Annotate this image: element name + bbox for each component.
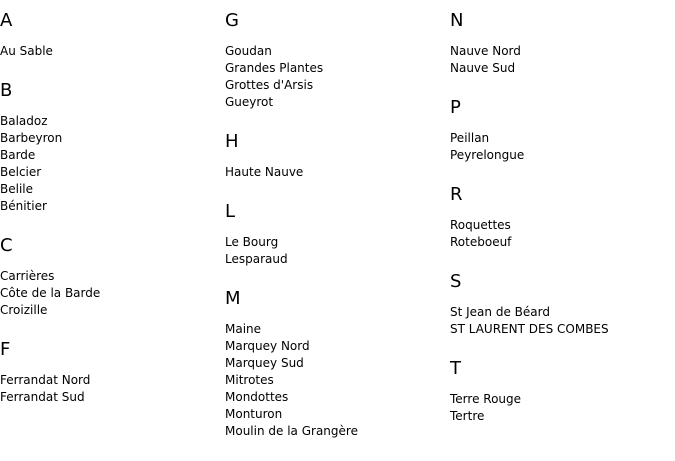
place-link[interactable]: Goudan: [225, 44, 272, 58]
place-link[interactable]: Baladoz: [0, 114, 48, 128]
letter-group: [450, 183, 670, 251]
index-column: [450, 9, 670, 444]
letter-heading: B: [0, 80, 13, 101]
place-list: [0, 268, 220, 319]
place-list: [0, 43, 220, 60]
place-link[interactable]: Marquey Sud: [225, 356, 304, 370]
letter-heading: G: [225, 10, 239, 31]
letter-heading: N: [450, 10, 464, 31]
place-link[interactable]: Mitrotes: [225, 373, 274, 387]
place-link[interactable]: Nauve Nord: [450, 44, 521, 58]
letter-group: [0, 234, 220, 319]
place-list: [225, 321, 445, 440]
letter-group: [225, 200, 445, 268]
letter-group: [225, 287, 445, 440]
place-link[interactable]: Barbeyron: [0, 131, 63, 145]
place-link[interactable]: Carrières: [0, 269, 55, 283]
place-link[interactable]: Croizille: [0, 303, 48, 317]
place-link[interactable]: Lesparaud: [225, 252, 288, 266]
letter-heading: T: [450, 358, 461, 379]
letter-heading: H: [225, 131, 239, 152]
letter-heading: P: [450, 97, 461, 118]
place-link[interactable]: Côte de la Barde: [0, 286, 101, 300]
place-link[interactable]: Grottes d'Arsis: [225, 78, 314, 92]
letter-heading: F: [0, 339, 11, 360]
place-link[interactable]: Terre Rouge: [450, 392, 522, 406]
letter-heading: S: [450, 271, 462, 292]
place-link[interactable]: ST LAURENT DES COMBES: [450, 322, 609, 336]
index-column: [0, 9, 220, 425]
letter-group: [0, 79, 220, 215]
place-list: [450, 391, 670, 425]
place-link[interactable]: Roteboeuf: [450, 235, 512, 249]
letter-heading: C: [0, 235, 13, 256]
place-link[interactable]: Peillan: [450, 131, 490, 145]
letter-group: [450, 357, 670, 425]
place-link[interactable]: Le Bourg: [225, 235, 279, 249]
place-link[interactable]: Marquey Nord: [225, 339, 310, 353]
letter-heading: R: [450, 184, 463, 205]
place-link[interactable]: Tertre: [450, 409, 485, 423]
place-link[interactable]: Haute Nauve: [225, 165, 304, 179]
letter-heading: M: [225, 288, 241, 309]
place-list: [225, 164, 445, 181]
letter-group: [450, 270, 670, 338]
place-link[interactable]: Maine: [225, 322, 262, 336]
letter-group: [0, 338, 220, 406]
place-link[interactable]: Mondottes: [225, 390, 289, 404]
place-list: [450, 304, 670, 338]
place-link[interactable]: Peyrelongue: [450, 148, 525, 162]
place-list: [450, 217, 670, 251]
place-list: [0, 113, 220, 215]
place-list: [0, 372, 220, 406]
letter-group: [225, 9, 445, 111]
place-link[interactable]: Roquettes: [450, 218, 511, 232]
place-link[interactable]: Belile: [0, 182, 33, 196]
place-link[interactable]: Ferrandat Sud: [0, 390, 85, 404]
index-column: [225, 9, 445, 459]
place-link[interactable]: Nauve Sud: [450, 61, 516, 75]
place-link[interactable]: Bénitier: [0, 199, 47, 213]
place-list: [450, 130, 670, 164]
letter-heading: A: [0, 10, 13, 31]
place-link[interactable]: St Jean de Béard: [450, 305, 550, 319]
letter-heading: L: [225, 201, 236, 222]
letter-group: [450, 96, 670, 164]
place-link[interactable]: Monturon: [225, 407, 283, 421]
letter-group: [0, 9, 220, 60]
place-link[interactable]: Gueyrot: [225, 95, 274, 109]
place-link[interactable]: Barde: [0, 148, 36, 162]
place-link[interactable]: Ferrandat Nord: [0, 373, 91, 387]
place-list: [225, 234, 445, 268]
place-link[interactable]: Belcier: [0, 165, 42, 179]
place-link[interactable]: Au Sable: [0, 44, 53, 58]
place-list: [450, 43, 670, 77]
letter-group: [450, 9, 670, 77]
letter-group: [225, 130, 445, 181]
place-list: [225, 43, 445, 111]
place-link[interactable]: Moulin de la Grangère: [225, 424, 358, 438]
place-link[interactable]: Grandes Plantes: [225, 61, 324, 75]
